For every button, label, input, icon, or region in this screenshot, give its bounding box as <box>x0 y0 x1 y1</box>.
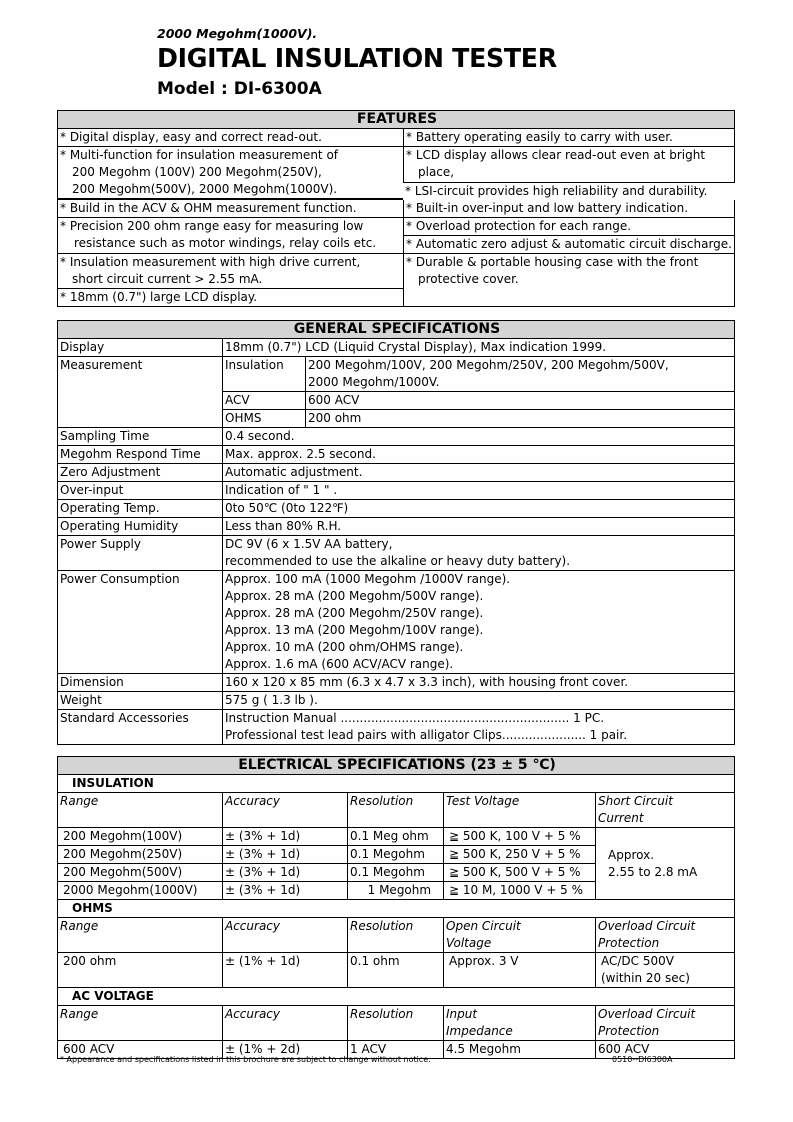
table-cell: ± (3% + 1d) <box>223 882 348 900</box>
features-table <box>57 110 735 307</box>
spec-value-weight: 575 g ( 1.3 lb ). <box>223 692 735 710</box>
feature-left-5: * Insulation measurement with high drive current, short circuit current > 2.55 mA. <box>58 254 404 289</box>
spec-value: 0.4 second. <box>223 428 735 446</box>
spec-label: Zero Adjustment <box>58 464 223 482</box>
feature-right-4: * Built-in over-input and low battery indication. <box>404 200 735 218</box>
table-cell: 200 Megohm(500V) <box>58 864 223 882</box>
col-header-resolution: Resolution <box>348 918 444 953</box>
table-cell: 4.5 Megohm <box>444 1041 596 1059</box>
spec-value: Max. approx. 2.5 second. <box>223 446 735 464</box>
table-cell: 200 Megohm(250V) <box>58 846 223 864</box>
col-header-test-voltage: Test Voltage <box>444 793 596 828</box>
table-cell: 600 ACV <box>596 1041 735 1059</box>
table-cell: 0.1 Megohm <box>348 864 444 882</box>
spec-value: Indication of " 1 " . <box>223 482 735 500</box>
group-ac-voltage: AC VOLTAGE <box>58 988 735 1006</box>
spec-label: Operating Humidity <box>58 518 223 536</box>
table-cell: ± (3% + 1d) <box>223 846 348 864</box>
spec-label-weight: Weight <box>58 692 223 710</box>
feature-left-4: * Precision 200 ohm range easy for measuring low resistance such as motor windings, relay coils etc. <box>58 218 404 254</box>
group-insulation: INSULATION <box>58 775 735 793</box>
col-header-accuracy: Accuracy <box>223 793 348 828</box>
col-header-accuracy: Accuracy <box>223 918 348 953</box>
table-cell: 200 ohm <box>58 953 223 988</box>
spec-label-power-supply: Power Supply <box>58 536 223 571</box>
spec-value: 0to 50℃ (0to 122℉) <box>223 500 735 518</box>
table-cell: Approx. 3 V <box>444 953 596 988</box>
spec-label-accessories: Standard Accessories <box>58 710 223 745</box>
table-cell: ≧ 10 M, 1000 V + 5 % <box>444 882 596 900</box>
model-number: Model : DI-6300A <box>157 79 322 99</box>
col-header-resolution: Resolution <box>348 1006 444 1041</box>
col-header-accuracy: Accuracy <box>223 1006 348 1041</box>
feature-left-6: * 18mm (0.7") large LCD display. <box>58 289 404 307</box>
feature-left-2: * Multi-function for insulation measurement of 200 Megohm (100V) 200 Megohm(250V), 200 Megohm(500V), 2000 Megohm(1000V). <box>58 147 404 199</box>
table-cell: 0.1 Meg ohm <box>348 828 444 846</box>
subtitle: 2000 Megohm(1000V). <box>157 26 318 41</box>
table-cell: ≧ 500 K, 100 V + 5 % <box>444 828 596 846</box>
table-cell: ± (3% + 1d) <box>223 864 348 882</box>
footer-code: 0510--DI6300A <box>612 1055 673 1064</box>
electrical-specs-table <box>57 756 735 1059</box>
spec-value-power-consumption: Approx. 100 mA (1000 Megohm /1000V range). Approx. 28 mA (200 Megohm/500V range). Approx. 28 mA (200 Megohm/250V range). Approx. 13 mA (200 Megohm/100V range). Approx. 10 mA (200 ohm/OHMS range). Approx. 1.6 mA (600 ACV/ACV range). <box>223 571 735 674</box>
meas-ohms-label: OHMS <box>223 410 306 428</box>
table-cell: ± (1% + 2d) <box>223 1041 348 1059</box>
spec-label: Over-input <box>58 482 223 500</box>
spec-label-dimension: Dimension <box>58 674 223 692</box>
feature-left-1: * Digital display, easy and correct read-out. <box>58 129 404 147</box>
feature-right-5: * Overload protection for each range. * Automatic zero adjust & automatic circuit discharge. <box>404 218 735 254</box>
feature-right-2: * LCD display allows clear read-out even at bright place, <box>404 147 735 199</box>
feature-right-3: * LSI-circuit provides high reliability and durability. <box>403 182 735 200</box>
col-header-range: Range <box>58 918 223 953</box>
short-circuit-current: Approx. 2.55 to 2.8 mA <box>596 828 735 900</box>
spec-value-power-supply: DC 9V (6 x 1.5V AA battery, recommended to use the alkaline or heavy duty battery). <box>223 536 735 571</box>
table-cell: 1 ACV <box>348 1041 444 1059</box>
col-header-range: Range <box>58 1006 223 1041</box>
product-title: DIGITAL INSULATION TESTER <box>157 44 557 74</box>
meas-acv-value: 600 ACV <box>306 392 735 410</box>
col-header-resolution: Resolution <box>348 793 444 828</box>
spec-value-accessories: Instruction Manual ............................................................ 1 PC. Professional test lead pairs with alligator Clips...................... 1 pair. <box>223 710 735 745</box>
spec-label-measurement: Measurement <box>58 357 223 428</box>
feature-left-3: * Build in the ACV & OHM measurement function. <box>58 200 404 218</box>
col-header-input-impedance: Input Impedance <box>444 1006 596 1041</box>
spec-label-display: Display <box>58 339 223 357</box>
general-heading: GENERAL SPECIFICATIONS <box>58 321 735 339</box>
table-cell: 0.1 ohm <box>348 953 444 988</box>
col-header-overload: Overload Circuit Protection <box>596 918 735 953</box>
spec-value-dimension: 160 x 120 x 85 mm (6.3 x 4.7 x 3.3 inch), with housing front cover. <box>223 674 735 692</box>
spec-value: Less than 80% R.H. <box>223 518 735 536</box>
spec-label: Operating Temp. <box>58 500 223 518</box>
feature-right-1: * Battery operating easily to carry with user. <box>404 129 735 147</box>
table-cell: AC/DC 500V (within 20 sec) <box>596 953 735 988</box>
feature-right-6: * Durable & portable housing case with the front protective cover. <box>404 254 735 307</box>
features-heading: FEATURES <box>58 111 735 129</box>
col-header-overload: Overload Circuit Protection <box>596 1006 735 1041</box>
spec-value-display: 18mm (0.7") LCD (Liquid Crystal Display), Max indication 1999. <box>223 339 735 357</box>
meas-insulation-label: Insulation <box>223 357 306 392</box>
table-cell: 1 Megohm <box>348 882 444 900</box>
table-cell: 2000 Megohm(1000V) <box>58 882 223 900</box>
col-header-open-circuit: Open Circuit Voltage <box>444 918 596 953</box>
spec-label: Sampling Time <box>58 428 223 446</box>
meas-insulation-value: 200 Megohm/100V, 200 Megohm/250V, 200 Megohm/500V, 2000 Megohm/1000V. <box>306 357 735 392</box>
table-cell: 600 ACV <box>58 1041 223 1059</box>
table-cell: ± (3% + 1d) <box>223 828 348 846</box>
footer-note: * Appearance and specifications listed in this brochure are subject to change without notice. <box>60 1055 431 1064</box>
table-cell: 0.1 Megohm <box>348 846 444 864</box>
table-cell: ≧ 500 K, 500 V + 5 % <box>444 864 596 882</box>
col-header-short-circuit: Short Circuit Current <box>596 793 735 828</box>
spec-label-power-consumption: Power Consumption <box>58 571 223 674</box>
meas-acv-label: ACV <box>223 392 306 410</box>
table-cell: 200 Megohm(100V) <box>58 828 223 846</box>
group-ohms: OHMS <box>58 900 735 918</box>
table-cell: ≧ 500 K, 250 V + 5 % <box>444 846 596 864</box>
meas-ohms-value: 200 ohm <box>306 410 735 428</box>
col-header-range: Range <box>58 793 223 828</box>
spec-label: Megohm Respond Time <box>58 446 223 464</box>
general-specs-table <box>57 320 735 745</box>
table-cell: ± (1% + 1d) <box>223 953 348 988</box>
electrical-heading: ELECTRICAL SPECIFICATIONS (23 ± 5 ℃) <box>58 757 735 775</box>
spec-value: Automatic adjustment. <box>223 464 735 482</box>
